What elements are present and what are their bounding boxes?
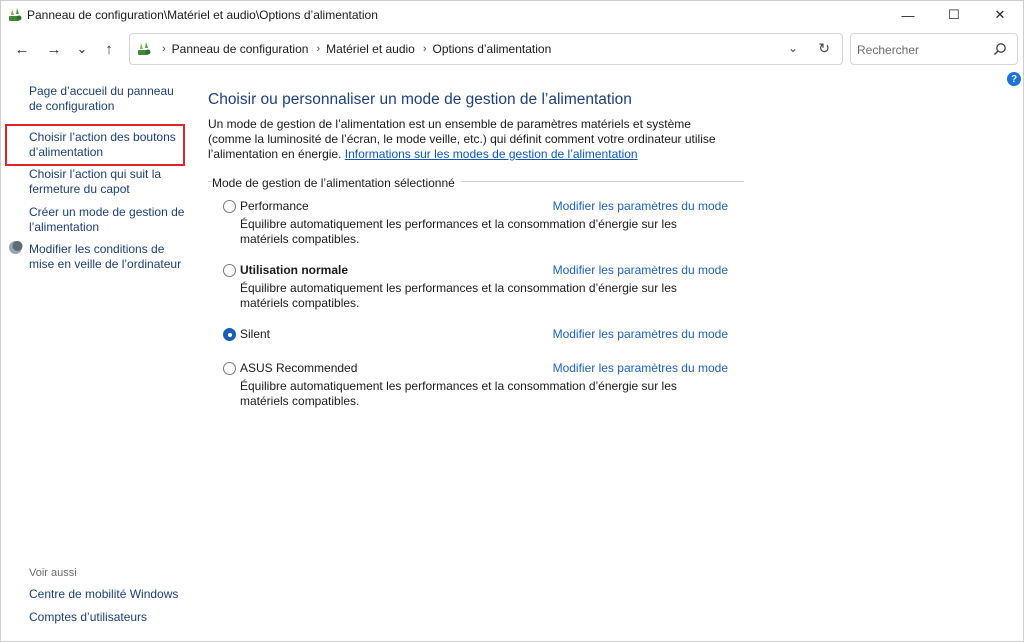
sidebar-link-lid-close[interactable]: Choisir l’action qui suit la fermeture du capot	[29, 167, 162, 196]
maximize-button[interactable]: ☐	[948, 7, 960, 22]
sidebar-link-power-buttons[interactable]: Choisir l’action des boutons d’alimentation	[5, 124, 185, 166]
plan-name[interactable]: ASUS Recommended	[240, 361, 358, 375]
plan-radio-asus-recommended[interactable]	[223, 362, 236, 375]
forward-arrow-icon[interactable]: →	[46, 40, 62, 58]
window-title: Panneau de configuration\Matériel et audio\Options d’alimentation	[27, 8, 378, 22]
plan-radio-balanced[interactable]	[223, 264, 236, 277]
plan-name[interactable]: Performance	[240, 199, 309, 213]
page-title: Choisir ou personnaliser un mode de gestion de l’alimentation	[208, 91, 632, 108]
sidebar-link-mobility-center[interactable]: Centre de mobilité Windows	[29, 587, 179, 601]
help-icon[interactable]: ?	[1007, 72, 1021, 86]
navigation-bar	[1, 31, 1023, 67]
refresh-icon[interactable]: ↻	[818, 40, 830, 56]
breadcrumb-power-options[interactable]: Options d’alimentation	[432, 42, 552, 56]
plan-settings-link[interactable]: Modifier les paramètres du mode	[552, 361, 728, 375]
plan-settings-link[interactable]: Modifier les paramètres du mode	[552, 327, 728, 341]
sidebar	[1, 73, 191, 633]
search-icon[interactable]	[993, 42, 1007, 56]
up-arrow-icon[interactable]: ↑	[105, 40, 113, 58]
plan-name[interactable]: Utilisation normale	[240, 263, 349, 277]
breadcrumb-separator: ›	[162, 43, 166, 55]
plan-radio-performance[interactable]	[223, 200, 236, 213]
address-bar[interactable]	[129, 33, 843, 65]
plan-description: Équilibre automatiquement les performances et la consommation d’énergie sur les matériels compatibles.	[240, 379, 677, 408]
sidebar-link-sleep-settings[interactable]: Modifier les conditions de mise en veille de l’ordinateur	[29, 242, 182, 271]
sidebar-link-create-plan[interactable]: Créer un mode de gestion de l’alimentation	[29, 205, 185, 234]
plan-settings-link[interactable]: Modifier les paramètres du mode	[552, 199, 728, 213]
sleep-moon-icon	[8, 240, 23, 255]
recent-locations-icon[interactable]: ⌄	[76, 41, 88, 56]
see-also-label: Voir aussi	[29, 567, 77, 579]
info-link[interactable]: Informations sur les modes de gestion de l’alimentation	[344, 147, 638, 161]
breadcrumb-separator[interactable]: ›	[422, 43, 427, 55]
plan-radio-silent[interactable]	[223, 328, 236, 341]
chevron-down-icon[interactable]: ⌄	[787, 41, 798, 55]
section-label: Mode de gestion de l’alimentation sélectionné	[212, 176, 461, 190]
plan-settings-link[interactable]: Modifier les paramètres du mode	[552, 263, 728, 277]
page-description	[208, 117, 728, 162]
window-controls	[885, 1, 1023, 29]
plan-description: Équilibre automatiquement les performances et la consommation d’énergie sur les matériels compatibles.	[240, 281, 677, 310]
sidebar-home-link[interactable]: Page d’accueil du panneau de configuration	[29, 84, 174, 113]
title-bar	[1, 1, 1023, 29]
search-box[interactable]	[850, 33, 1018, 65]
minimize-button[interactable]: —	[901, 7, 915, 23]
search-input[interactable]	[857, 41, 987, 59]
breadcrumb-separator[interactable]: ›	[316, 43, 321, 55]
back-arrow-icon[interactable]: ←	[14, 40, 30, 58]
breadcrumb-hardware-sound[interactable]: Matériel et audio	[326, 42, 415, 56]
sidebar-link-user-accounts[interactable]: Comptes d’utilisateurs	[29, 610, 148, 624]
control-panel-icon	[136, 41, 152, 57]
breadcrumb-control-panel[interactable]: Panneau de configuration	[171, 42, 309, 56]
power-options-icon	[7, 7, 23, 23]
plan-description: Équilibre automatiquement les performances et la consommation d’énergie sur les matériels compatibles.	[240, 217, 677, 246]
close-button[interactable]: ✕	[994, 7, 1006, 22]
description-text: Un mode de gestion de l’alimentation est un ensemble de paramètres matériels et système (comme la luminosité de l’écran, le mode veille, etc.) qui définit comment votre ordinateur utilise l’alimentation en énergie.	[208, 117, 716, 161]
plan-name[interactable]: Silent	[240, 327, 271, 341]
